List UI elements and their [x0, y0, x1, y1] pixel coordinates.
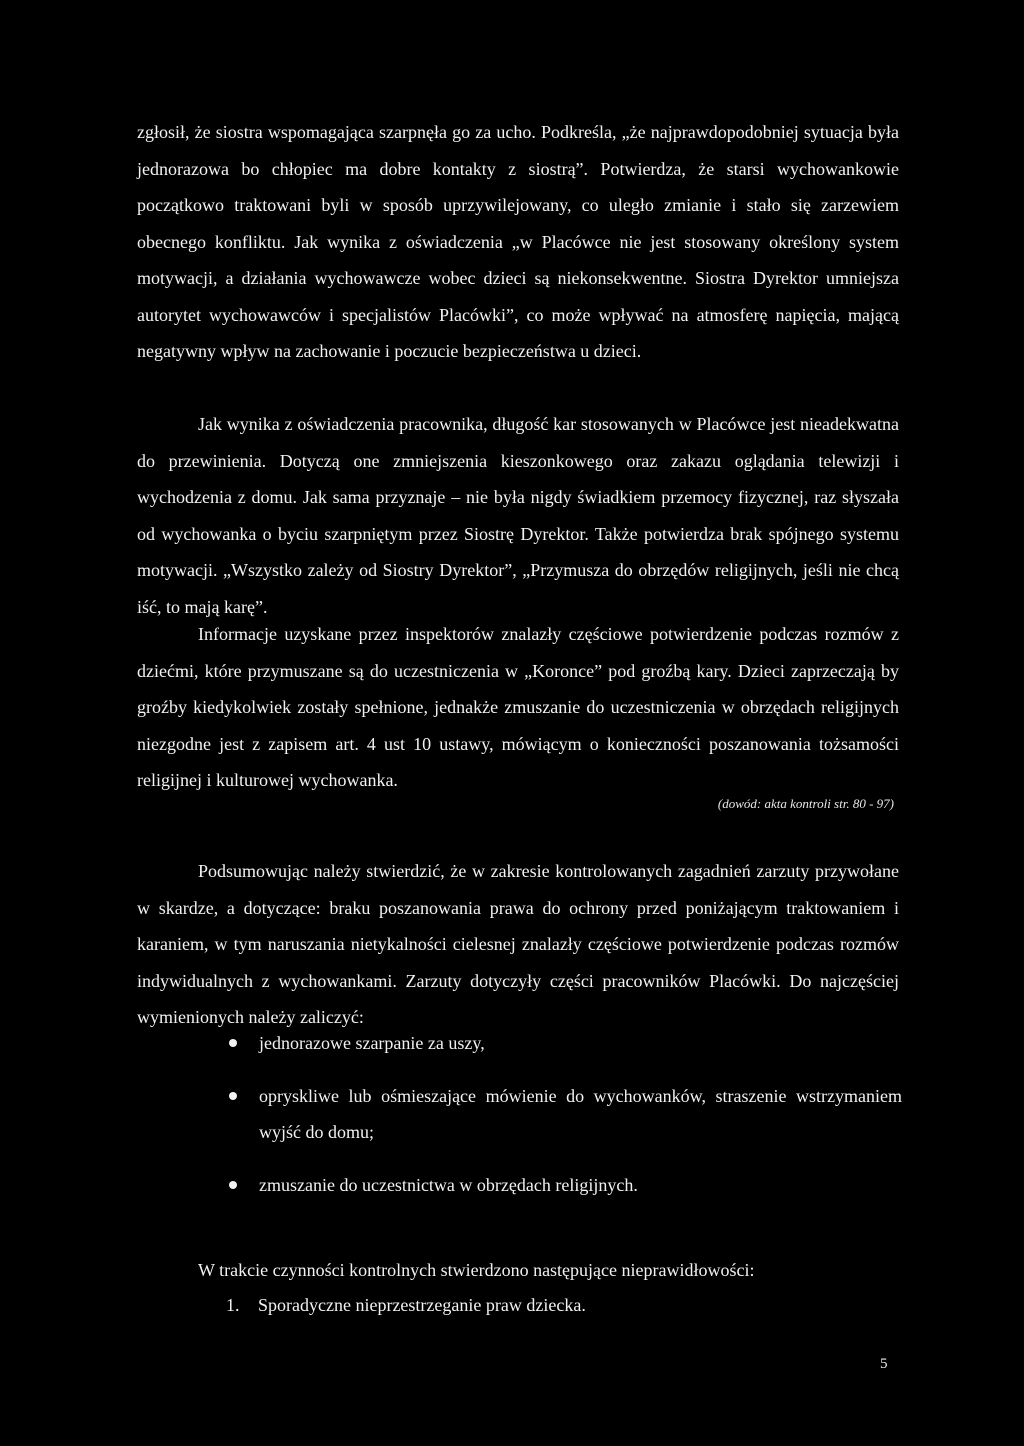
bullet-dot-icon	[229, 1039, 237, 1047]
bullet-item	[227, 1167, 902, 1204]
findings-intro: W trakcie czynności kontrolnych stwierdzono następujące nieprawidłowości:	[198, 1260, 755, 1280]
evidence-reference: (dowód: akta kontroli str. 80 - 97)	[717, 796, 894, 811]
findings-list	[226, 1290, 586, 1320]
bullet-text: zmuszanie do uczestnictwa w obrzędach religijnych.	[259, 1174, 638, 1195]
finding-number: 1.	[226, 1295, 240, 1315]
finding-item	[226, 1290, 586, 1320]
paragraph-statement-continuation: zgłosił, że siostra wspomagająca szarpnęła go za ucho. Podkreśla, „że najprawdopodobniej sytuacja była jednorazowa bo chłopiec ma dobre kontakty z siostrą”. Potwierdza, że starsi wychowankowie początkowo traktowani byli w sposób uprzywilejowany, co uległo zmianie i stało się zarzewiem obecnego konfliktu. Jak wynika z oświadczenia „w Placówce nie jest stosowany określony system motywacji, a działania wychowawcze wobec dzieci są niekonsekwentne. Siostra Dyrektor umniejsza autorytet wychowawców i specjalistów Placówki”, co może wpływać na atmosferę napięcia, mającą negatywny wpływ na zachowanie i poczucie bezpieczeństwa u dzieci.	[137, 122, 899, 361]
bullet-text: jednorazowe szarpanie za uszy,	[259, 1033, 485, 1053]
paragraph-summary: Podsumowując należy stwierdzić, że w zakresie kontrolowanych zagadnień zarzuty przywołane w skardze, a dotyczące: braku poszanowania prawa do ochrony przed poniżającym traktowaniem i karaniem, w tym naruszania nietykalności cielesnej znalazły częściowe potwierdzenie podczas rozmów indywidualnych z wychowankami. Zarzuty dotyczyły części pracowników Placówki. Do najczęściej wymienionych należy zaliczyć:	[137, 861, 899, 1027]
bullet-dot-icon	[229, 1092, 237, 1100]
bullet-item	[227, 1025, 902, 1062]
page-number: 5	[880, 1356, 888, 1372]
finding-text: Sporadyczne nieprzestrzeganie praw dziecka.	[258, 1295, 586, 1315]
complaints-bullet-list	[227, 1025, 902, 1219]
paragraph-employee-statement: Jak wynika z oświadczenia pracownika, długość kar stosowanych w Placówce jest nieadekwatna do przewinienia. Dotyczą one zmniejszenia kieszonkowego oraz zakazu oglądania telewizji i wychodzenia z domu. Jak sama przyznaje – nie była nigdy świadkiem przemocy fizycznej, raz słyszała od wychowanka o byciu szarpniętym przez Siostrę Dyrektor. Także potwierdza brak spójnego systemu motywacji. „Wszystko zależy od Siostry Dyrektor”, „Przymusza do obrzędów religijnych, jeśli nie chcą iść, to mają karę”.	[137, 414, 899, 617]
bullet-dot-icon	[229, 1181, 237, 1189]
paragraph-inspector-findings: Informacje uzyskane przez inspektorów znalazły częściowe potwierdzenie podczas rozmów z dziećmi, które przymuszane są do uczestniczenia w „Koronce” pod groźbą kary. Dzieci zaprzeczają by groźby kiedykolwiek zostały spełnione, jednakże zmuszanie do uczestniczenia w obrzędach religijnych niezgodne jest z zapisem art. 4 ust 10 ustawy, mówiącym o konieczności poszanowania tożsamości religijnej i kulturowej wychowanka.	[137, 624, 899, 790]
bullet-item	[227, 1078, 902, 1151]
bullet-text: opryskliwe lub ośmieszające mówienie do wychowanków, straszenie wstrzymaniem wyjść do domu;	[259, 1085, 902, 1142]
